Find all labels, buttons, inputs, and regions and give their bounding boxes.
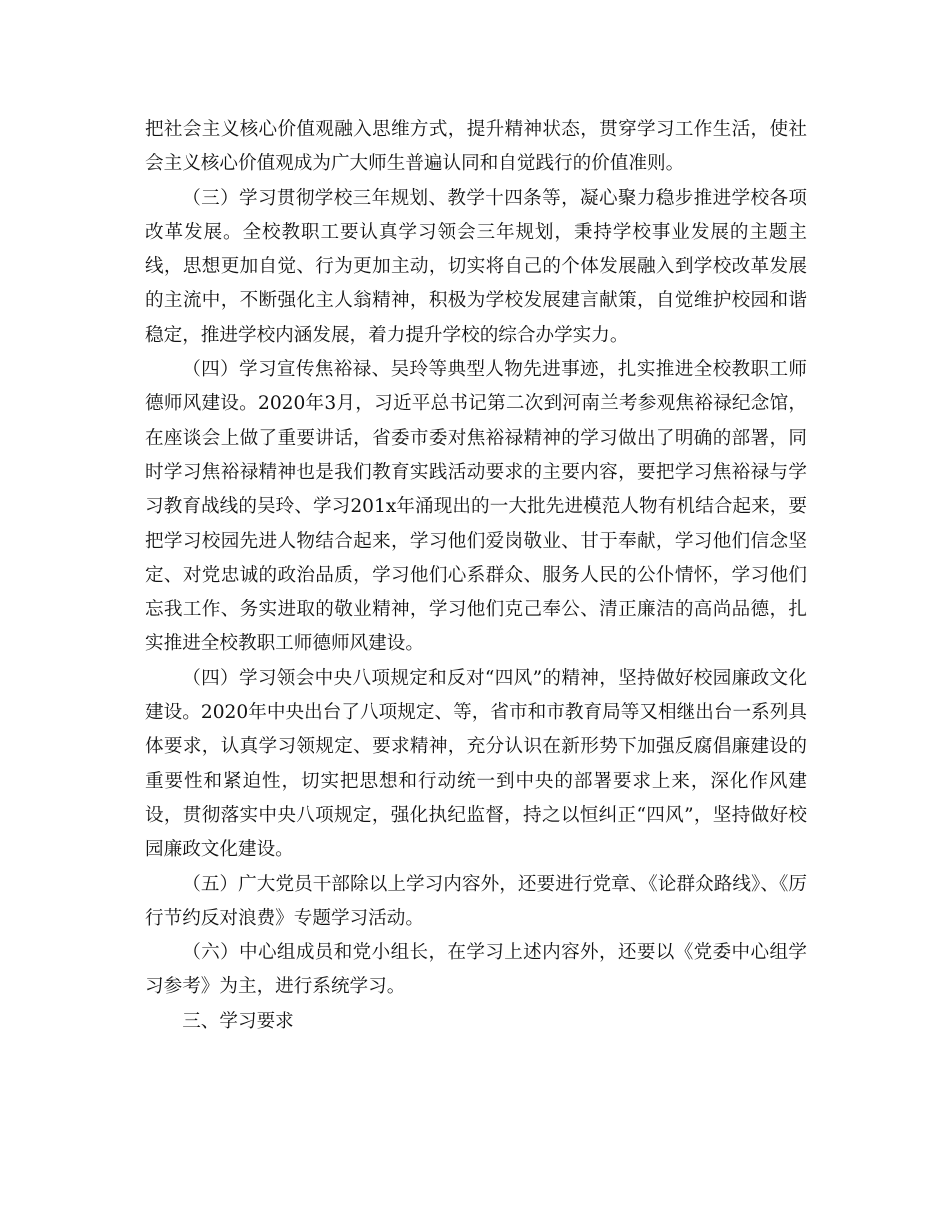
document-body	[145, 113, 807, 1039]
paragraph-item-6: （六）中心组成员和党小组长，在学习上述内容外，还要以《党委中心组学习参考》为主，进行系统学习。	[145, 942, 807, 998]
paragraph-item-3: （三）学习贯彻学校三年规划、教学十四条等，凝心聚力稳步推进学校各项改革发展。全校教职工要认真学习领会三年规划，秉持学校事业发展的主题主线，思想更加自觉、行为更加主动，切实将自己的个体发展融入到学校改革发展的主流中，不断强化主人翁精神，积极为学校发展建言献策，自觉维护校园和谐稳定，推进学校内涵发展，着力提升学校的综合办学实力。	[145, 187, 807, 346]
paragraph-item-4-models: （四）学习宣传焦裕禄、吴玲等典型人物先进事迹，扎实推进全校教职工师德师风建设。2020年3月，习近平总书记第二次到河南兰考参观焦裕禄纪念馆，在座谈会上做了重要讲话，省委市委对焦裕禄精神的学习做出了明确的部署，同时学习焦裕禄精神也是我们教育实践活动要求的主要内容，要把学习焦裕禄与学习教育战线的吴玲、学习201x年涌现出的一大批先进模范人物有机结合起来，要把学习校园先进人物结合起来，学习他们爱岗敬业、甘于奉献，学习他们信念坚定、对党忠诚的政治品质，学习他们心系群众、服务人民的公仆情怀，学习他们忘我工作、务实进取的敬业精神，学习他们克己奉公、清正廉洁的高尚品德，扎实推进全校教职工师德师风建设。	[145, 359, 807, 655]
paragraph-continuation: 把社会主义核心价值观融入思维方式，提升精神状态，贯穿学习工作生活，使社会主义核心价值观成为广大师生普遍认同和自觉践行的价值准则。	[145, 119, 807, 175]
paragraph-item-4-regulations: （四）学习领会中央八项规定和反对“四风”的精神，坚持做好校园廉政文化建设。2020年中央出台了八项规定、等，省市和市教育局等又相继出台一系列具体要求，认真学习领规定、要求精神，充分认识在新形势下加强反腐倡廉建设的重要性和紧迫性，切实把思想和行动统一到中央的部署要求上来，深化作风建设，贯彻落实中央八项规定，强化执纪监督，持之以恒纠正“四风”，坚持做好校园廉政文化建设。	[145, 667, 807, 861]
section-heading: 三、学习要求	[182, 1010, 294, 1032]
paragraph-item-5: （五）广大党员干部除以上学习内容外，还要进行党章、《论群众路线》、《厉行节约反对浪费》专题学习活动。	[145, 873, 807, 929]
